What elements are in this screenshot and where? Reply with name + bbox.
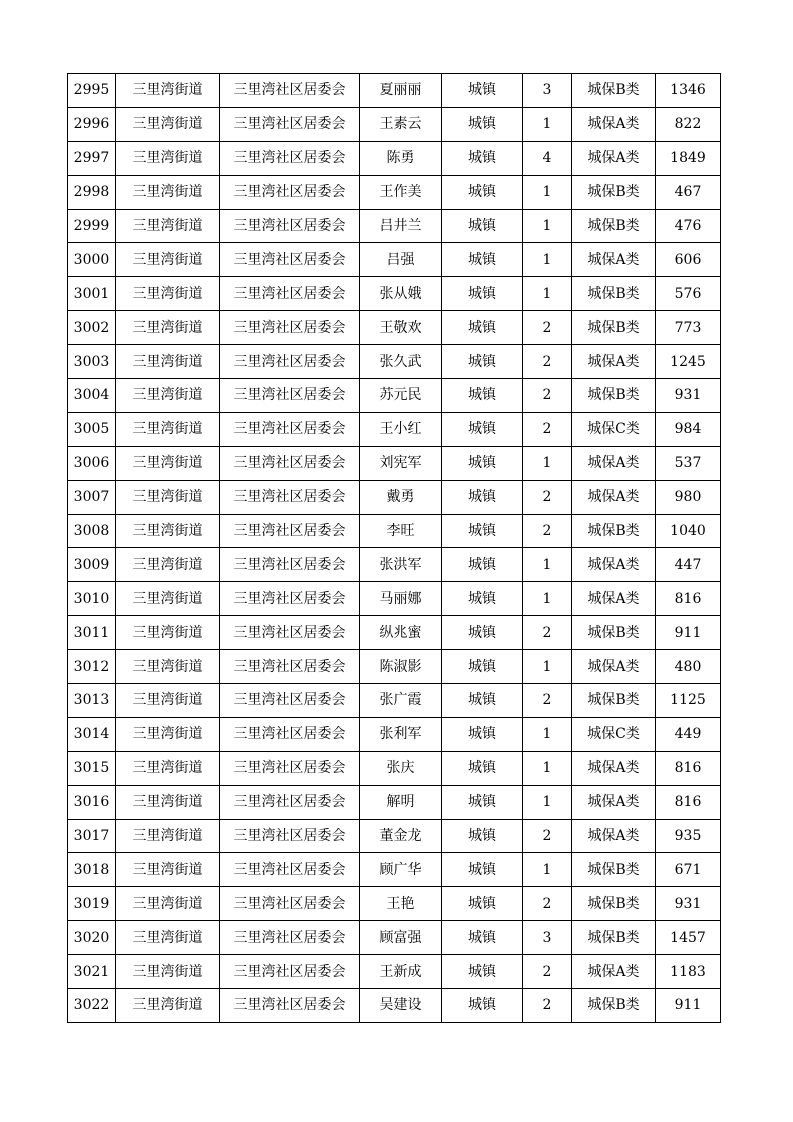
name-cell: 戴勇	[360, 480, 442, 514]
serial-number-cell: 3019	[68, 887, 116, 921]
serial-number-cell: 3021	[68, 955, 116, 989]
amount-cell: 773	[656, 311, 721, 345]
amount-cell: 931	[656, 887, 721, 921]
household-type-cell: 城镇	[442, 921, 523, 955]
member-count-cell: 1	[523, 582, 572, 616]
amount-cell: 467	[656, 175, 721, 209]
table-row	[68, 480, 721, 514]
street-cell: 三里湾街道	[116, 819, 220, 853]
street-cell: 三里湾街道	[116, 514, 220, 548]
household-type-cell: 城镇	[442, 175, 523, 209]
category-cell: 城保B类	[572, 311, 656, 345]
street-cell: 三里湾街道	[116, 853, 220, 887]
committee-cell: 三里湾社区居委会	[220, 311, 360, 345]
household-type-cell: 城镇	[442, 989, 523, 1023]
serial-number-cell: 3013	[68, 684, 116, 718]
member-count-cell: 3	[523, 74, 572, 108]
serial-number-cell: 2999	[68, 209, 116, 243]
serial-number-cell: 3007	[68, 480, 116, 514]
serial-number-cell: 2998	[68, 175, 116, 209]
serial-number-cell: 2996	[68, 107, 116, 141]
household-type-cell: 城镇	[442, 311, 523, 345]
member-count-cell: 1	[523, 277, 572, 311]
member-count-cell: 1	[523, 446, 572, 480]
category-cell: 城保A类	[572, 243, 656, 277]
committee-cell: 三里湾社区居委会	[220, 243, 360, 277]
name-cell: 张洪军	[360, 548, 442, 582]
table-row	[68, 853, 721, 887]
serial-number-cell: 3018	[68, 853, 116, 887]
household-type-cell: 城镇	[442, 751, 523, 785]
member-count-cell: 1	[523, 175, 572, 209]
serial-number-cell: 3002	[68, 311, 116, 345]
member-count-cell: 1	[523, 751, 572, 785]
member-count-cell: 1	[523, 243, 572, 277]
serial-number-cell: 3011	[68, 616, 116, 650]
serial-number-cell: 3015	[68, 751, 116, 785]
amount-cell: 537	[656, 446, 721, 480]
category-cell: 城保B类	[572, 74, 656, 108]
member-count-cell: 1	[523, 785, 572, 819]
street-cell: 三里湾街道	[116, 785, 220, 819]
household-type-cell: 城镇	[442, 243, 523, 277]
table-row	[68, 684, 721, 718]
name-cell: 张久武	[360, 345, 442, 379]
committee-cell: 三里湾社区居委会	[220, 717, 360, 751]
table-row	[68, 379, 721, 413]
name-cell: 纵兆蜜	[360, 616, 442, 650]
name-cell: 吕井兰	[360, 209, 442, 243]
serial-number-cell: 3008	[68, 514, 116, 548]
name-cell: 解明	[360, 785, 442, 819]
committee-cell: 三里湾社区居委会	[220, 277, 360, 311]
name-cell: 陈淑影	[360, 650, 442, 684]
name-cell: 苏元民	[360, 379, 442, 413]
committee-cell: 三里湾社区居委会	[220, 175, 360, 209]
serial-number-cell: 2997	[68, 141, 116, 175]
name-cell: 李旺	[360, 514, 442, 548]
amount-cell: 1849	[656, 141, 721, 175]
category-cell: 城保A类	[572, 819, 656, 853]
committee-cell: 三里湾社区居委会	[220, 819, 360, 853]
street-cell: 三里湾街道	[116, 480, 220, 514]
category-cell: 城保A类	[572, 785, 656, 819]
serial-number-cell: 3003	[68, 345, 116, 379]
member-count-cell: 2	[523, 345, 572, 379]
serial-number-cell: 3012	[68, 650, 116, 684]
table-row	[68, 989, 721, 1023]
category-cell: 城保A类	[572, 650, 656, 684]
category-cell: 城保A类	[572, 955, 656, 989]
committee-cell: 三里湾社区居委会	[220, 209, 360, 243]
serial-number-cell: 3014	[68, 717, 116, 751]
serial-number-cell: 3001	[68, 277, 116, 311]
street-cell: 三里湾街道	[116, 141, 220, 175]
household-type-cell: 城镇	[442, 717, 523, 751]
committee-cell: 三里湾社区居委会	[220, 107, 360, 141]
amount-cell: 984	[656, 412, 721, 446]
amount-cell: 1346	[656, 74, 721, 108]
amount-cell: 476	[656, 209, 721, 243]
amount-cell: 816	[656, 582, 721, 616]
street-cell: 三里湾街道	[116, 175, 220, 209]
table-row	[68, 785, 721, 819]
name-cell: 张利军	[360, 717, 442, 751]
committee-cell: 三里湾社区居委会	[220, 412, 360, 446]
household-type-cell: 城镇	[442, 209, 523, 243]
serial-number-cell: 3017	[68, 819, 116, 853]
name-cell: 吕强	[360, 243, 442, 277]
amount-cell: 1245	[656, 345, 721, 379]
street-cell: 三里湾街道	[116, 921, 220, 955]
category-cell: 城保B类	[572, 616, 656, 650]
category-cell: 城保B类	[572, 887, 656, 921]
member-count-cell: 2	[523, 819, 572, 853]
committee-cell: 三里湾社区居委会	[220, 989, 360, 1023]
amount-cell: 447	[656, 548, 721, 582]
table-row	[68, 650, 721, 684]
member-count-cell: 4	[523, 141, 572, 175]
table-row	[68, 311, 721, 345]
household-type-cell: 城镇	[442, 887, 523, 921]
household-type-cell: 城镇	[442, 107, 523, 141]
category-cell: 城保A类	[572, 107, 656, 141]
household-type-cell: 城镇	[442, 684, 523, 718]
table-row	[68, 412, 721, 446]
amount-cell: 1040	[656, 514, 721, 548]
member-count-cell: 2	[523, 412, 572, 446]
street-cell: 三里湾街道	[116, 684, 220, 718]
serial-number-cell: 3004	[68, 379, 116, 413]
name-cell: 夏丽丽	[360, 74, 442, 108]
table-row	[68, 243, 721, 277]
committee-cell: 三里湾社区居委会	[220, 446, 360, 480]
amount-cell: 911	[656, 989, 721, 1023]
category-cell: 城保B类	[572, 853, 656, 887]
table-row	[68, 446, 721, 480]
category-cell: 城保A类	[572, 446, 656, 480]
table-row	[68, 921, 721, 955]
category-cell: 城保A类	[572, 345, 656, 379]
category-cell: 城保B类	[572, 209, 656, 243]
amount-cell: 931	[656, 379, 721, 413]
amount-cell: 1457	[656, 921, 721, 955]
committee-cell: 三里湾社区居委会	[220, 345, 360, 379]
category-cell: 城保B类	[572, 277, 656, 311]
household-type-cell: 城镇	[442, 74, 523, 108]
street-cell: 三里湾街道	[116, 379, 220, 413]
table-row	[68, 74, 721, 108]
serial-number-cell: 3006	[68, 446, 116, 480]
household-type-cell: 城镇	[442, 345, 523, 379]
member-count-cell: 2	[523, 311, 572, 345]
member-count-cell: 1	[523, 548, 572, 582]
category-cell: 城保A类	[572, 582, 656, 616]
street-cell: 三里湾街道	[116, 616, 220, 650]
table-row	[68, 514, 721, 548]
member-count-cell: 2	[523, 379, 572, 413]
category-cell: 城保A类	[572, 141, 656, 175]
street-cell: 三里湾街道	[116, 446, 220, 480]
name-cell: 顾广华	[360, 853, 442, 887]
household-type-cell: 城镇	[442, 277, 523, 311]
street-cell: 三里湾街道	[116, 582, 220, 616]
name-cell: 张广霞	[360, 684, 442, 718]
member-count-cell: 2	[523, 989, 572, 1023]
category-cell: 城保B类	[572, 175, 656, 209]
amount-cell: 980	[656, 480, 721, 514]
table-row	[68, 819, 721, 853]
serial-number-cell: 3010	[68, 582, 116, 616]
amount-cell: 671	[656, 853, 721, 887]
name-cell: 马丽娜	[360, 582, 442, 616]
amount-cell: 576	[656, 277, 721, 311]
street-cell: 三里湾街道	[116, 955, 220, 989]
household-type-cell: 城镇	[442, 955, 523, 989]
category-cell: 城保A类	[572, 548, 656, 582]
amount-cell: 822	[656, 107, 721, 141]
committee-cell: 三里湾社区居委会	[220, 582, 360, 616]
serial-number-cell: 2995	[68, 74, 116, 108]
category-cell: 城保A类	[572, 480, 656, 514]
member-count-cell: 1	[523, 107, 572, 141]
street-cell: 三里湾街道	[116, 989, 220, 1023]
street-cell: 三里湾街道	[116, 717, 220, 751]
committee-cell: 三里湾社区居委会	[220, 955, 360, 989]
committee-cell: 三里湾社区居委会	[220, 548, 360, 582]
serial-number-cell: 3020	[68, 921, 116, 955]
serial-number-cell: 3016	[68, 785, 116, 819]
member-count-cell: 2	[523, 887, 572, 921]
name-cell: 董金龙	[360, 819, 442, 853]
category-cell: 城保B类	[572, 684, 656, 718]
category-cell: 城保C类	[572, 412, 656, 446]
serial-number-cell: 3005	[68, 412, 116, 446]
committee-cell: 三里湾社区居委会	[220, 616, 360, 650]
name-cell: 陈勇	[360, 141, 442, 175]
serial-number-cell: 3009	[68, 548, 116, 582]
street-cell: 三里湾街道	[116, 650, 220, 684]
amount-cell: 1125	[656, 684, 721, 718]
household-type-cell: 城镇	[442, 650, 523, 684]
category-cell: 城保B类	[572, 379, 656, 413]
street-cell: 三里湾街道	[116, 209, 220, 243]
amount-cell: 1183	[656, 955, 721, 989]
table-row	[68, 107, 721, 141]
table-row	[68, 141, 721, 175]
committee-cell: 三里湾社区居委会	[220, 650, 360, 684]
serial-number-cell: 3000	[68, 243, 116, 277]
household-type-cell: 城镇	[442, 480, 523, 514]
street-cell: 三里湾街道	[116, 74, 220, 108]
table-row	[68, 345, 721, 379]
committee-cell: 三里湾社区居委会	[220, 141, 360, 175]
member-count-cell: 2	[523, 480, 572, 514]
committee-cell: 三里湾社区居委会	[220, 751, 360, 785]
committee-cell: 三里湾社区居委会	[220, 887, 360, 921]
member-count-cell: 2	[523, 514, 572, 548]
name-cell: 张庆	[360, 751, 442, 785]
name-cell: 王小红	[360, 412, 442, 446]
household-type-cell: 城镇	[442, 412, 523, 446]
member-count-cell: 3	[523, 921, 572, 955]
table-row	[68, 209, 721, 243]
name-cell: 王新成	[360, 955, 442, 989]
name-cell: 王作美	[360, 175, 442, 209]
household-type-cell: 城镇	[442, 446, 523, 480]
street-cell: 三里湾街道	[116, 751, 220, 785]
amount-cell: 449	[656, 717, 721, 751]
table-row	[68, 548, 721, 582]
name-cell: 王敬欢	[360, 311, 442, 345]
amount-cell: 480	[656, 650, 721, 684]
table-row	[68, 955, 721, 989]
table-row	[68, 277, 721, 311]
committee-cell: 三里湾社区居委会	[220, 785, 360, 819]
household-type-cell: 城镇	[442, 853, 523, 887]
name-cell: 张从娥	[360, 277, 442, 311]
table-row	[68, 616, 721, 650]
street-cell: 三里湾街道	[116, 243, 220, 277]
household-type-cell: 城镇	[442, 514, 523, 548]
member-count-cell: 1	[523, 717, 572, 751]
name-cell: 王素云	[360, 107, 442, 141]
member-count-cell: 2	[523, 616, 572, 650]
table-row	[68, 887, 721, 921]
committee-cell: 三里湾社区居委会	[220, 853, 360, 887]
street-cell: 三里湾街道	[116, 311, 220, 345]
street-cell: 三里湾街道	[116, 887, 220, 921]
member-count-cell: 1	[523, 650, 572, 684]
name-cell: 王艳	[360, 887, 442, 921]
table-body	[68, 74, 721, 1023]
committee-cell: 三里湾社区居委会	[220, 921, 360, 955]
name-cell: 顾富强	[360, 921, 442, 955]
category-cell: 城保A类	[572, 751, 656, 785]
member-count-cell: 1	[523, 853, 572, 887]
household-type-cell: 城镇	[442, 548, 523, 582]
street-cell: 三里湾街道	[116, 548, 220, 582]
name-cell: 刘宪军	[360, 446, 442, 480]
street-cell: 三里湾街道	[116, 277, 220, 311]
amount-cell: 816	[656, 751, 721, 785]
serial-number-cell: 3022	[68, 989, 116, 1023]
household-type-cell: 城镇	[442, 141, 523, 175]
committee-cell: 三里湾社区居委会	[220, 480, 360, 514]
street-cell: 三里湾街道	[116, 412, 220, 446]
amount-cell: 606	[656, 243, 721, 277]
amount-cell: 935	[656, 819, 721, 853]
amount-cell: 911	[656, 616, 721, 650]
category-cell: 城保B类	[572, 921, 656, 955]
table-row	[68, 175, 721, 209]
table-row	[68, 751, 721, 785]
household-type-cell: 城镇	[442, 379, 523, 413]
committee-cell: 三里湾社区居委会	[220, 514, 360, 548]
committee-cell: 三里湾社区居委会	[220, 379, 360, 413]
member-count-cell: 1	[523, 209, 572, 243]
category-cell: 城保B类	[572, 989, 656, 1023]
household-type-cell: 城镇	[442, 785, 523, 819]
household-type-cell: 城镇	[442, 582, 523, 616]
amount-cell: 816	[656, 785, 721, 819]
table-row	[68, 717, 721, 751]
member-count-cell: 2	[523, 955, 572, 989]
member-count-cell: 2	[523, 684, 572, 718]
category-cell: 城保C类	[572, 717, 656, 751]
name-cell: 吴建设	[360, 989, 442, 1023]
household-type-cell: 城镇	[442, 819, 523, 853]
table-row	[68, 582, 721, 616]
record-table	[67, 73, 721, 1023]
committee-cell: 三里湾社区居委会	[220, 74, 360, 108]
category-cell: 城保B类	[572, 514, 656, 548]
street-cell: 三里湾街道	[116, 107, 220, 141]
street-cell: 三里湾街道	[116, 345, 220, 379]
committee-cell: 三里湾社区居委会	[220, 684, 360, 718]
household-type-cell: 城镇	[442, 616, 523, 650]
